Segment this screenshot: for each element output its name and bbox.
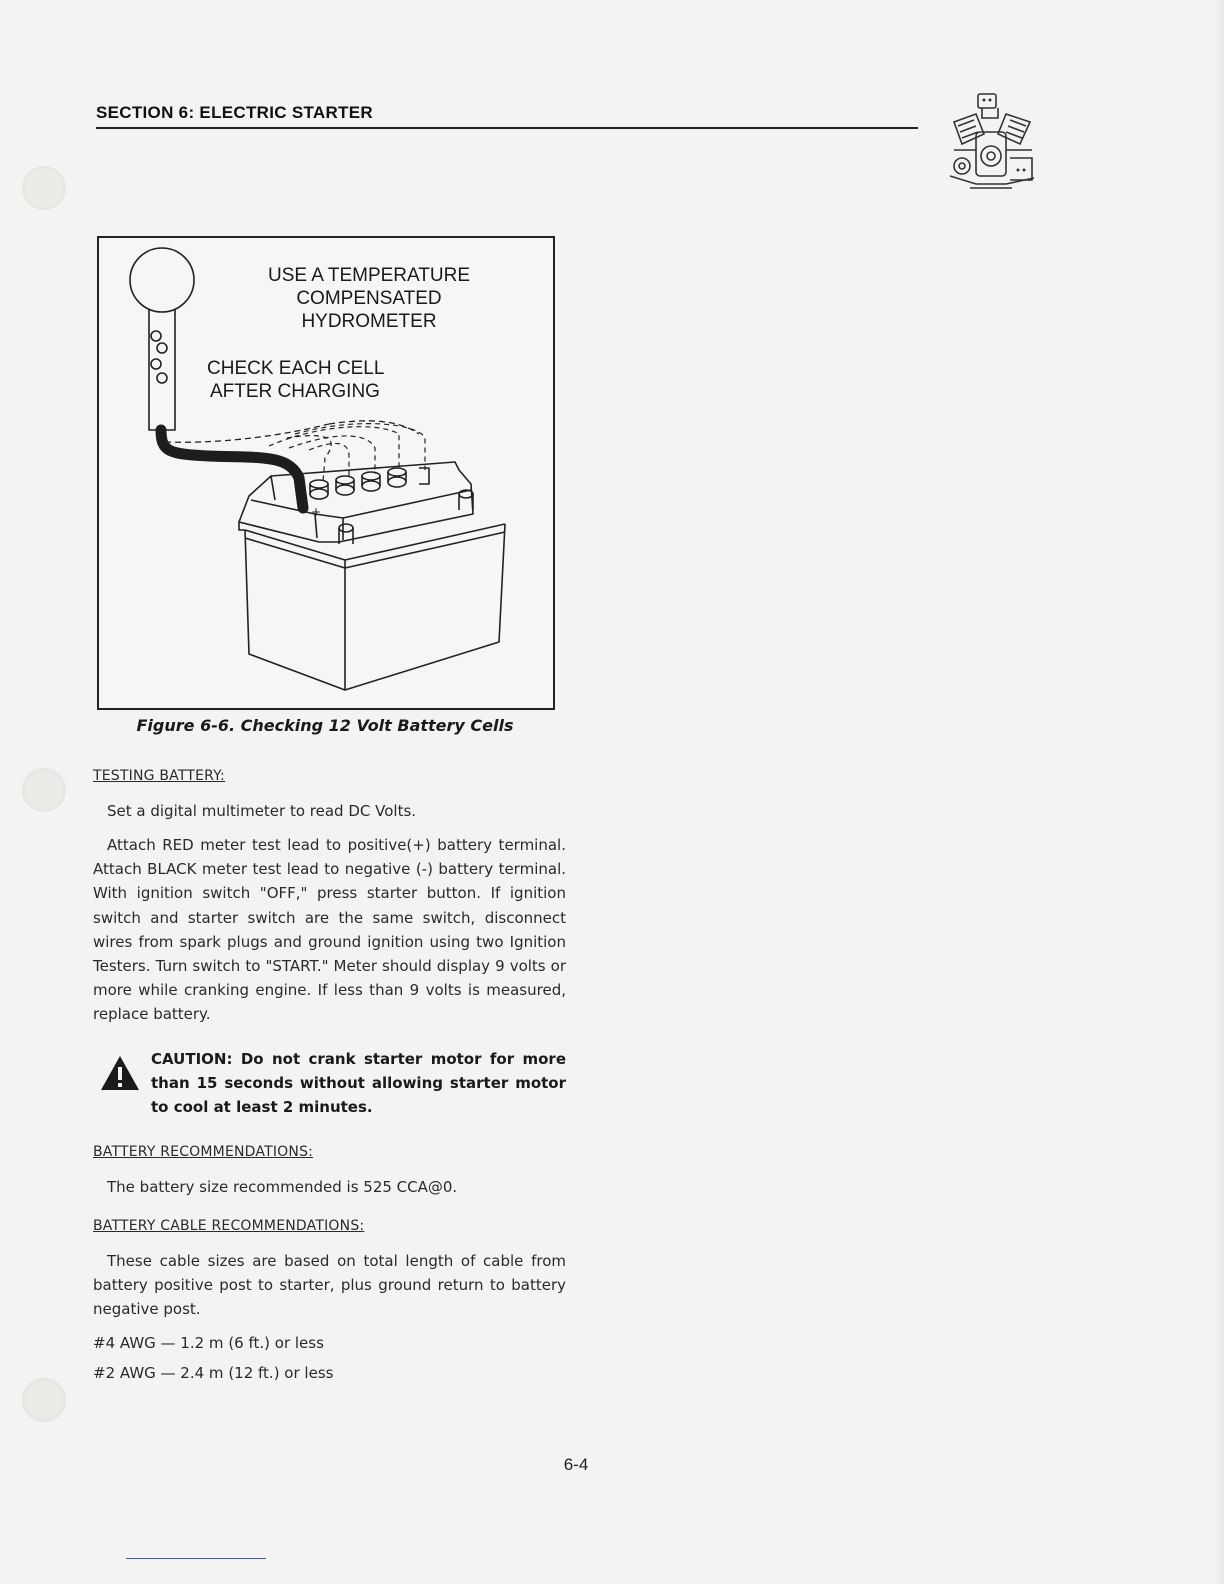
figure-note-check-cell — [207, 357, 397, 403]
battery-recommendation-text: The battery size recommended is 525 CCA@0. — [107, 1178, 458, 1196]
figure-battery-hydrometer — [97, 236, 555, 710]
figure-note-line: CHECK EACH CELL — [207, 358, 385, 379]
heading-battery-recommendations: BATTERY RECOMMENDATIONS: — [93, 1144, 314, 1160]
page-edge-shadow — [1214, 0, 1224, 1584]
section-rule — [96, 127, 918, 129]
svg-text:+: + — [311, 505, 322, 519]
binder-hole-bottom — [22, 1378, 66, 1422]
figure-note-line: HYDROMETER — [301, 311, 437, 332]
figure-note-line: USE A TEMPERATURE — [267, 265, 470, 286]
figure-note-hydrometer — [249, 264, 489, 333]
heading-cable-recommendations: BATTERY CABLE RECOMMENDATIONS: — [93, 1218, 365, 1234]
engine-logo-icon — [940, 88, 1044, 198]
caution-text: CAUTION: Do not crank starter motor for more than 15 seconds without allowing starter motor to cool at least 2 minutes. — [151, 1050, 566, 1116]
heading-testing-battery: TESTING BATTERY: — [93, 768, 225, 784]
cable-recommendation-text: These cable sizes are based on total length of cable from battery positive post to starter, plus ground return to battery negative post. — [93, 1252, 566, 1319]
figure-note-line: COMPENSATED — [296, 288, 442, 309]
bottom-scan-mark — [126, 1558, 266, 1559]
binder-hole-top — [22, 166, 66, 210]
figure-caption: Figure 6-6. Checking 12 Volt Battery Cells — [136, 716, 514, 735]
warning-triangle-icon — [99, 1054, 141, 1092]
testing-battery-line-1: Set a digital multimeter to read DC Volts. — [107, 802, 417, 820]
section-title: SECTION 6: ELECTRIC STARTER — [96, 103, 373, 122]
hydrometer-bulb — [130, 248, 194, 312]
binder-hole-middle — [22, 768, 66, 812]
cable-size-item-1: #4 AWG — 1.2 m (6 ft.) or less — [93, 1334, 324, 1352]
cable-size-item-2: #2 AWG — 2.4 m (12 ft.) or less — [93, 1364, 334, 1382]
page-number: 6-4 — [563, 1455, 589, 1474]
figure-note-line: AFTER CHARGING — [210, 381, 380, 402]
testing-battery-paragraph: Attach RED meter test lead to positive(+) battery terminal. Attach BLACK meter test lead to negative (-) battery terminal. With ignition switch "OFF," press starter button. If ignition switch and starter switch are the same switch, disconnect wires from spark plugs and ground ignition using two Ignition Testers. Turn switch to "START." Meter should display 9 volts or more while cranking engine. If less than 9 volts is measured, replace battery. — [93, 836, 566, 1024]
